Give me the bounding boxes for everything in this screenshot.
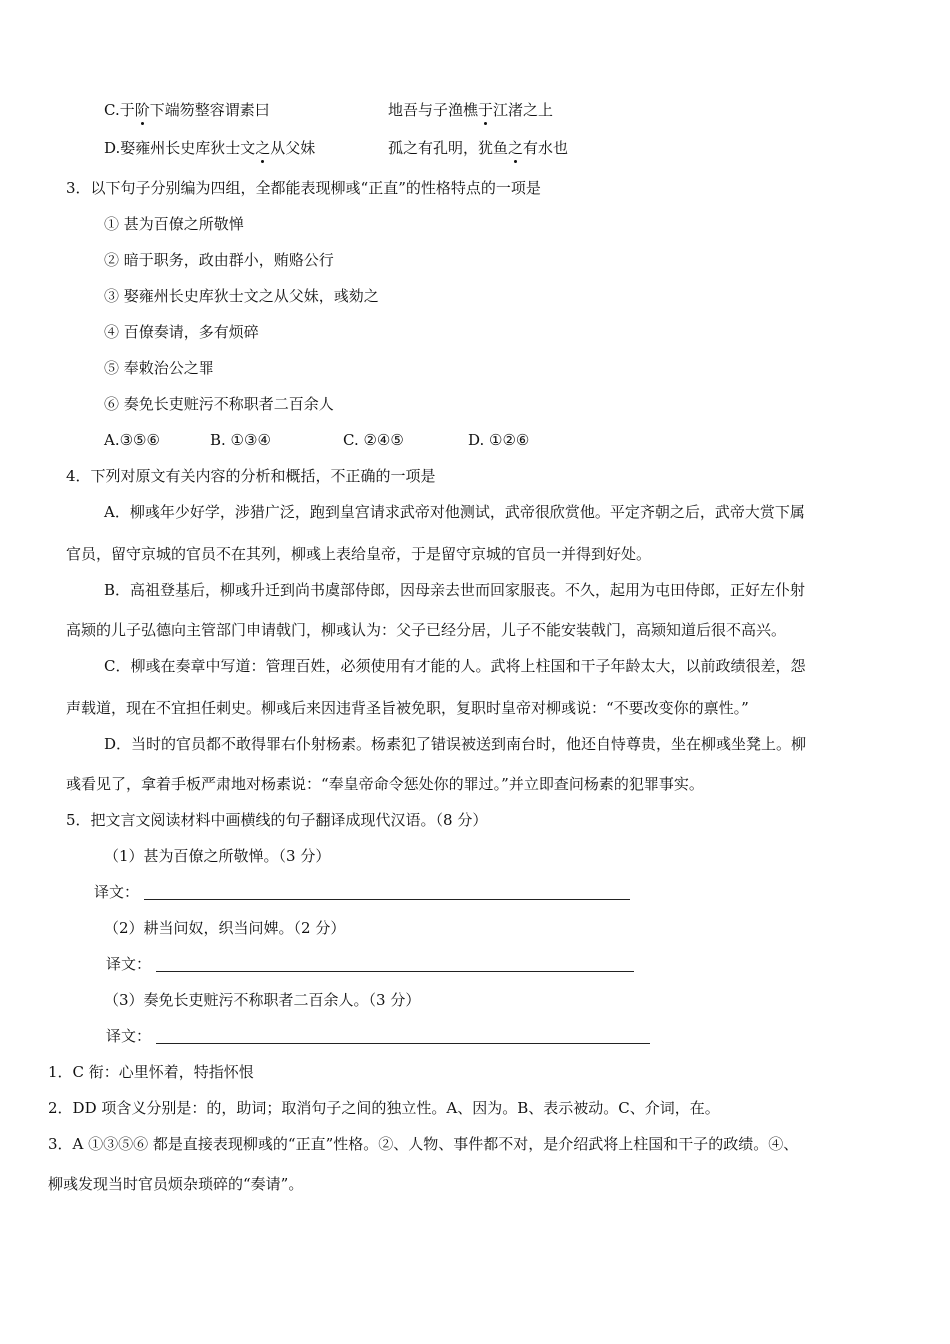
q5-sentence: （3）奏免长吏赃污不称职者二百余人。（3 分）: [104, 991, 421, 1009]
translation-label: 译文：: [106, 955, 152, 973]
q4-option-d-line1: D．当时的官员都不敢得罪右仆射杨素。杨素犯了错误被送到南台时，他还自恃尊贵，坐在柳彧坐凳上。柳: [104, 735, 807, 753]
answer-2: 2．DD 项含义分别是：的，助词；取消句子之间的独立性。A、因为。B、表示被动。C、介词，在。: [48, 1099, 720, 1117]
q4-option-c-line2: 声载道，现在不宜担任刺史。柳彧后来因违背圣旨被免职，复职时皇帝对柳彧说：“不要改变你的禀性。”: [66, 699, 749, 717]
q5-sentence: （1）甚为百僚之所敬惮。（3 分）: [104, 847, 331, 865]
q4-option-d-line2: 彧看见了，拿着手板严肃地对杨素说：“奉皇帝命令惩处你的罪过。”并立即查问杨素的犯罪事实。: [66, 775, 704, 793]
q4-stem: 4．下列对原文有关内容的分析和概括，不正确的一项是: [66, 467, 436, 485]
q5-sentence: （2）耕当问奴，织当问婢。（2 分）: [104, 919, 346, 937]
q3-choice-b: B. ①③④: [210, 431, 271, 449]
emphasis-dot-char: 之: [508, 139, 524, 157]
translation-blank-line[interactable]: [144, 899, 630, 900]
q3-item: ③ 娶雍州长史库狄士文之从父妹，彧劾之: [104, 287, 379, 305]
emphasis-dot-char: 之: [255, 139, 271, 157]
translation-blank-line[interactable]: [156, 1043, 650, 1044]
answer-1: 1．C 衔：心里怀着，特指怀恨: [48, 1063, 254, 1081]
q3-choice-d: D. ①②⑥: [468, 431, 530, 449]
q2-option-d-left: D.娶雍州长史库狄士文之从父妹: [104, 139, 316, 157]
q4-option-c-line1: C．柳彧在奏章中写道：管理百姓，必须使用有才能的人。武将上柱国和干子年龄太大，以前政绩很差，怨: [104, 657, 806, 675]
translation-label: 译文：: [94, 883, 140, 901]
q3-stem: 3．以下句子分别编为四组，全都能表现柳彧“正直”的性格特点的一项是: [66, 179, 541, 197]
emphasis-dot-char: 于: [478, 101, 494, 119]
q3-item: ② 暗于职务，政由群小，贿赂公行: [104, 251, 334, 269]
q3-item: ① 甚为百僚之所敬惮: [104, 215, 244, 233]
translation-blank-line[interactable]: [156, 971, 634, 972]
q3-choice-c: C. ②④⑤: [343, 431, 404, 449]
answer-3-line2: 柳彧发现当时官员烦杂琐碎的“奏请”。: [48, 1175, 304, 1193]
q4-option-a-line2: 官员，留守京城的官员不在其列，柳彧上表给皇帝，于是留守京城的官员一并得到好处。: [66, 545, 652, 563]
q3-item: ⑤ 奉敕治公之罪: [104, 359, 214, 377]
q4-option-b-line1: B．高祖登基后，柳彧升迁到尚书虞部侍郎，因母亲去世而回家服丧。不久，起用为屯田侍郎，正好左仆射: [104, 581, 806, 599]
q4-option-a-line1: A．柳彧年少好学，涉猎广泛，跑到皇宫请求武帝对他测试，武帝很欣赏他。平定齐朝之后，武帝大赏下属: [104, 503, 805, 521]
translation-label: 译文：: [106, 1027, 152, 1045]
emphasis-dot-char: 阶: [134, 101, 150, 119]
q2-option-c-left: C.于阶下端笏整容谓素曰: [104, 101, 270, 119]
q5-stem: 5．把文言文阅读材料中画横线的句子翻译成现代汉语。（8 分）: [66, 811, 488, 829]
q3-choice-a: A.③⑤⑥: [104, 431, 160, 449]
q3-item: ⑥ 奏免长吏赃污不称职者二百余人: [104, 395, 334, 413]
q4-option-b-line2: 高颎的儿子弘德向主管部门申请戟门，柳彧认为：父子已经分居，儿子不能安装戟门，高颎知道后很不高兴。: [66, 621, 787, 639]
answer-3-line1: 3．A ①③⑤⑥ 都是直接表现柳彧的“正直”性格。②、人物、事件都不对，是介绍武将上柱国和干子的政绩。④、: [48, 1135, 799, 1153]
q3-item: ④ 百僚奏请，多有烦碎: [104, 323, 259, 341]
q2-option-c-right: 地吾与子渔樵于江渚之上: [388, 101, 554, 119]
q2-option-d-right: 孤之有孔明，犹鱼之有水也: [388, 139, 569, 157]
